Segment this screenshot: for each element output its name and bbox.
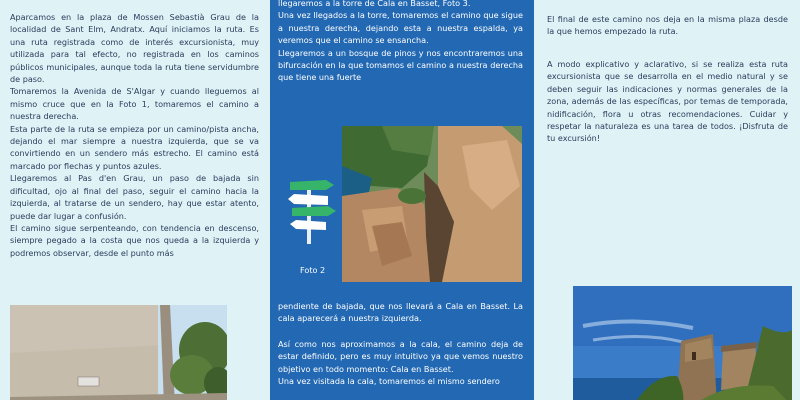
- right-panel: [534, 0, 800, 400]
- right-bottom-text: [547, 58, 788, 145]
- paragraph: Llegaremos al Pas d'en Grau, un paso de bajada sin dificultad, ojo al final del paso, seguir el camino hacia la izquierda, al tratarse de un sendero, hay que estar atento, puede dar lugar a confusión.: [10, 173, 259, 221]
- paragraph: Aparcamos en la plaza de Mossen Sebastià Grau de la localidad de Sant Elm, Andratx. Aquí iniciamos la ruta. Es una ruta registrada como de interés excursionista, muy utilizada para tal efecto, no registrada en los caminos públicos municipales, aunque toda la ruta tiene servidumbre de paso.: [10, 12, 259, 85]
- paragraph: Llegaremos a un bosque de pinos y nos encontraremos una bifurcación en la que tomamos el camino a nuestra derecha que tiene una fuerte: [278, 47, 523, 83]
- paragraph: El final de este camino nos deja en la misma plaza desde la que hemos empezado la ruta.: [547, 14, 788, 37]
- signpost-icon: [286, 178, 338, 246]
- middle-panel: [270, 0, 534, 400]
- paragraph: Tomaremos la Avenida de S'Algar y cuando lleguemos al mismo cruce que en la Foto 1, tomaremos el camino a nuestra derecha.: [10, 86, 259, 122]
- paragraph: llegaremos a la torre de Cala en Basset, Foto 3.: [278, 0, 471, 8]
- left-text: [10, 11, 259, 259]
- right-top-text: [547, 13, 788, 38]
- tower-photo: [573, 286, 792, 400]
- street-photo: [10, 305, 227, 400]
- paragraph: Una vez visitada la cala, tomaremos el mismo sendero: [278, 376, 500, 387]
- left-panel: [0, 0, 270, 400]
- middle-top-text: [278, 0, 523, 84]
- middle-bottom-text: [278, 300, 523, 387]
- paragraph: pendiente de bajada, que nos llevará a Cala en Basset. La cala aparecerá a nuestra izquierda.: [278, 301, 523, 324]
- paragraph: El camino sigue serpenteando, con tendencia en descenso, siempre pegado a la costa que nos queda a la izquierda y podremos observar, desde el punto más: [10, 222, 259, 258]
- paragraph: Esta parte de la ruta se empieza por un camino/pista ancha, dejando el mar siempre a nuestra izquierda, que se va convirtiendo en un sendero más estrecho. El camino está marcado por flechas y puntos azules.: [10, 123, 259, 171]
- photo-caption: Foto 2: [300, 265, 326, 275]
- paragraph: Una vez llegados a la torre, tomaremos el camino que sigue a nuestra derecha, dejando esta a nuestra espalda, ya veremos que el camino se ensancha.: [278, 10, 523, 46]
- paragraph: A modo explicativo y aclarativo, si se realiza esta ruta excursionista que se desarrolla en el medio natural y se deben seguir las indicaciones y normas generales de la zona, además de las específicas, por temas de temporada, nidificación, flora u otras recomendaciones. Cuidar y respetar la naturaleza es una tarea de todos. ¡Disfruta de tu excursión!: [547, 59, 788, 144]
- rocks-photo: [342, 126, 522, 282]
- paragraph: Así como nos aproximamos a la cala, el camino deja de estar definido, pero es muy intuitivo ya que vemos nuestro objetivo en todo momento: Cala en Basset.: [278, 338, 523, 374]
